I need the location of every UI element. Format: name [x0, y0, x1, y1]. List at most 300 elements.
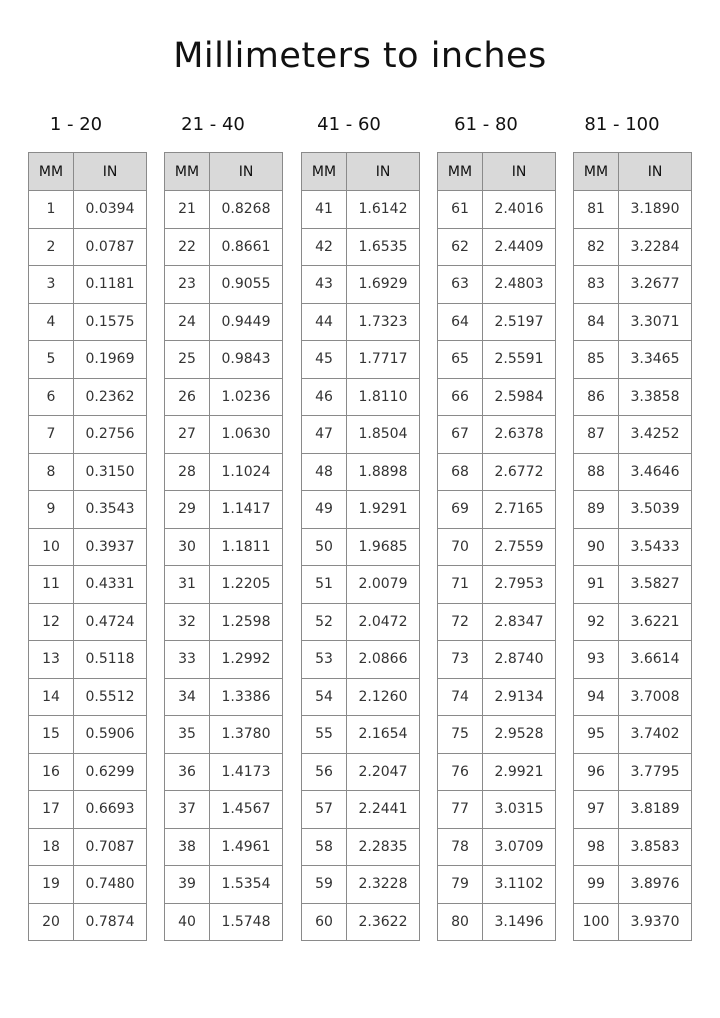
in-cell: 2.9528: [483, 716, 556, 754]
table-row: [29, 791, 147, 829]
table-row: [165, 828, 283, 866]
mm-cell: 10: [29, 528, 74, 566]
mm-cell: 31: [165, 566, 210, 604]
table-row: [438, 266, 556, 304]
mm-cell: 84: [574, 303, 619, 341]
in-cell: 0.6693: [74, 791, 147, 829]
table-row: [438, 378, 556, 416]
in-cell: 0.9449: [210, 303, 283, 341]
in-cell: 2.4409: [483, 228, 556, 266]
table-row: [438, 716, 556, 754]
mm-cell: 80: [438, 903, 483, 941]
in-cell: 2.1260: [347, 678, 420, 716]
in-header: IN: [619, 153, 692, 191]
table-row: [438, 453, 556, 491]
mm-cell: 95: [574, 716, 619, 754]
in-cell: 0.2362: [74, 378, 147, 416]
table-row: [574, 603, 692, 641]
mm-cell: 35: [165, 716, 210, 754]
table-row: [302, 791, 420, 829]
in-cell: 2.6378: [483, 416, 556, 454]
in-cell: 0.7874: [74, 903, 147, 941]
mm-cell: 11: [29, 566, 74, 604]
in-cell: 3.8189: [619, 791, 692, 829]
in-cell: 0.3150: [74, 453, 147, 491]
mm-cell: 42: [302, 228, 347, 266]
table-row: [574, 678, 692, 716]
table-row: [165, 303, 283, 341]
table-row: [574, 716, 692, 754]
mm-cell: 57: [302, 791, 347, 829]
table-row: [302, 453, 420, 491]
table-row: [29, 903, 147, 941]
table-row: [165, 603, 283, 641]
table-row: [302, 303, 420, 341]
table-row: [29, 566, 147, 604]
in-cell: 3.9370: [619, 903, 692, 941]
in-cell: 2.3228: [347, 866, 420, 904]
in-cell: 1.1417: [210, 491, 283, 529]
mm-cell: 60: [302, 903, 347, 941]
mm-cell: 34: [165, 678, 210, 716]
table-row: [574, 303, 692, 341]
in-header: IN: [347, 153, 420, 191]
table-row: [302, 341, 420, 379]
mm-cell: 81: [574, 191, 619, 229]
table-row: [574, 566, 692, 604]
mm-cell: 15: [29, 716, 74, 754]
mm-cell: 36: [165, 753, 210, 791]
table-row: [165, 641, 283, 679]
table-row: [29, 716, 147, 754]
mm-cell: 62: [438, 228, 483, 266]
in-cell: 1.0630: [210, 416, 283, 454]
table-row: [574, 903, 692, 941]
mm-cell: 87: [574, 416, 619, 454]
mm-cell: 93: [574, 641, 619, 679]
in-cell: 1.2205: [210, 566, 283, 604]
table-row: [29, 303, 147, 341]
in-cell: 1.3780: [210, 716, 283, 754]
mm-cell: 75: [438, 716, 483, 754]
in-cell: 0.6299: [74, 753, 147, 791]
table-row: [29, 491, 147, 529]
table-row: [29, 528, 147, 566]
mm-cell: 19: [29, 866, 74, 904]
table-row: [302, 378, 420, 416]
mm-cell: 69: [438, 491, 483, 529]
table-row: [438, 416, 556, 454]
in-cell: 1.4173: [210, 753, 283, 791]
in-cell: 0.1181: [74, 266, 147, 304]
in-cell: 3.0315: [483, 791, 556, 829]
mm-cell: 64: [438, 303, 483, 341]
in-cell: 3.4646: [619, 453, 692, 491]
table-row: [574, 528, 692, 566]
mm-cell: 53: [302, 641, 347, 679]
in-cell: 2.0079: [347, 566, 420, 604]
mm-cell: 4: [29, 303, 74, 341]
in-cell: 0.5118: [74, 641, 147, 679]
mm-cell: 6: [29, 378, 74, 416]
table-row: [165, 903, 283, 941]
in-cell: 2.6772: [483, 453, 556, 491]
table-row: [165, 866, 283, 904]
in-cell: 2.4016: [483, 191, 556, 229]
table-row: [29, 378, 147, 416]
table-row: [302, 528, 420, 566]
table-row: [574, 453, 692, 491]
in-cell: 0.7087: [74, 828, 147, 866]
conversion-table: [28, 152, 147, 941]
in-cell: 3.5827: [619, 566, 692, 604]
mm-cell: 70: [438, 528, 483, 566]
in-cell: 0.3937: [74, 528, 147, 566]
mm-cell: 27: [165, 416, 210, 454]
in-cell: 1.4961: [210, 828, 283, 866]
table-row: [29, 641, 147, 679]
mm-cell: 8: [29, 453, 74, 491]
in-cell: 1.0236: [210, 378, 283, 416]
mm-cell: 98: [574, 828, 619, 866]
mm-cell: 67: [438, 416, 483, 454]
in-cell: 0.1969: [74, 341, 147, 379]
table-row: [438, 341, 556, 379]
in-cell: 0.8661: [210, 228, 283, 266]
mm-cell: 39: [165, 866, 210, 904]
in-cell: 0.3543: [74, 491, 147, 529]
group-label: 1 - 20: [49, 114, 103, 135]
table-row: [29, 416, 147, 454]
in-cell: 3.1890: [619, 191, 692, 229]
mm-cell: 89: [574, 491, 619, 529]
in-cell: 1.8504: [347, 416, 420, 454]
mm-cell: 90: [574, 528, 619, 566]
table-row: [29, 453, 147, 491]
mm-cell: 78: [438, 828, 483, 866]
table-row: [302, 903, 420, 941]
mm-cell: 96: [574, 753, 619, 791]
in-cell: 1.5354: [210, 866, 283, 904]
mm-cell: 41: [302, 191, 347, 229]
in-cell: 3.7402: [619, 716, 692, 754]
in-cell: 1.9685: [347, 528, 420, 566]
page-title: Millimeters to inches: [173, 36, 547, 76]
mm-cell: 61: [438, 191, 483, 229]
mm-cell: 77: [438, 791, 483, 829]
mm-cell: 52: [302, 603, 347, 641]
table-row: [438, 191, 556, 229]
in-cell: 1.7323: [347, 303, 420, 341]
table-row: [574, 416, 692, 454]
table-row: [438, 903, 556, 941]
in-cell: 0.4724: [74, 603, 147, 641]
mm-cell: 83: [574, 266, 619, 304]
table-row: [29, 603, 147, 641]
in-cell: 3.8583: [619, 828, 692, 866]
in-cell: 2.2047: [347, 753, 420, 791]
mm-cell: 38: [165, 828, 210, 866]
mm-header: MM: [165, 153, 210, 191]
mm-cell: 20: [29, 903, 74, 941]
mm-cell: 9: [29, 491, 74, 529]
mm-cell: 88: [574, 453, 619, 491]
mm-header: MM: [574, 153, 619, 191]
mm-cell: 71: [438, 566, 483, 604]
mm-cell: 59: [302, 866, 347, 904]
in-cell: 0.9843: [210, 341, 283, 379]
table-row: [438, 641, 556, 679]
mm-cell: 40: [165, 903, 210, 941]
in-cell: 2.0472: [347, 603, 420, 641]
in-cell: 3.6221: [619, 603, 692, 641]
in-cell: 2.0866: [347, 641, 420, 679]
table-row: [302, 678, 420, 716]
in-cell: 3.1496: [483, 903, 556, 941]
in-cell: 0.0394: [74, 191, 147, 229]
table-row: [302, 566, 420, 604]
in-cell: 3.3465: [619, 341, 692, 379]
in-cell: 3.7795: [619, 753, 692, 791]
mm-cell: 32: [165, 603, 210, 641]
table-row: [165, 528, 283, 566]
mm-cell: 63: [438, 266, 483, 304]
mm-cell: 51: [302, 566, 347, 604]
mm-cell: 66: [438, 378, 483, 416]
mm-cell: 16: [29, 753, 74, 791]
conversion-table: [573, 152, 692, 941]
table-row: [438, 603, 556, 641]
table-row: [574, 266, 692, 304]
mm-cell: 33: [165, 641, 210, 679]
in-cell: 2.5984: [483, 378, 556, 416]
table-row: [302, 191, 420, 229]
in-cell: 1.1024: [210, 453, 283, 491]
mm-cell: 29: [165, 491, 210, 529]
mm-cell: 45: [302, 341, 347, 379]
table-row: [302, 228, 420, 266]
mm-cell: 56: [302, 753, 347, 791]
conversion-table: [164, 152, 283, 941]
in-cell: 2.1654: [347, 716, 420, 754]
in-cell: 3.4252: [619, 416, 692, 454]
in-cell: 3.2284: [619, 228, 692, 266]
mm-cell: 46: [302, 378, 347, 416]
mm-cell: 55: [302, 716, 347, 754]
in-cell: 1.5748: [210, 903, 283, 941]
mm-cell: 74: [438, 678, 483, 716]
table-row: [574, 866, 692, 904]
table-row: [29, 678, 147, 716]
table-row: [302, 491, 420, 529]
in-cell: 1.6929: [347, 266, 420, 304]
mm-cell: 94: [574, 678, 619, 716]
table-row: [165, 191, 283, 229]
mm-cell: 18: [29, 828, 74, 866]
table-row: [302, 866, 420, 904]
in-cell: 1.2992: [210, 641, 283, 679]
table-row: [438, 866, 556, 904]
table-row: [302, 641, 420, 679]
mm-cell: 85: [574, 341, 619, 379]
mm-header: MM: [29, 153, 74, 191]
mm-cell: 49: [302, 491, 347, 529]
table-row: [438, 753, 556, 791]
in-cell: 1.2598: [210, 603, 283, 641]
in-cell: 2.7559: [483, 528, 556, 566]
mm-cell: 5: [29, 341, 74, 379]
mm-header: MM: [302, 153, 347, 191]
mm-cell: 21: [165, 191, 210, 229]
mm-cell: 91: [574, 566, 619, 604]
mm-cell: 24: [165, 303, 210, 341]
mm-cell: 79: [438, 866, 483, 904]
in-cell: 2.4803: [483, 266, 556, 304]
in-header: IN: [483, 153, 556, 191]
mm-cell: 58: [302, 828, 347, 866]
in-cell: 2.5197: [483, 303, 556, 341]
in-cell: 3.3858: [619, 378, 692, 416]
conversion-table: [437, 152, 556, 941]
table-row: [29, 341, 147, 379]
in-cell: 3.3071: [619, 303, 692, 341]
conversion-table: [301, 152, 420, 941]
table-row: [438, 228, 556, 266]
table-row: [302, 753, 420, 791]
table-row: [574, 191, 692, 229]
mm-cell: 13: [29, 641, 74, 679]
in-cell: 2.2441: [347, 791, 420, 829]
in-cell: 0.0787: [74, 228, 147, 266]
mm-cell: 22: [165, 228, 210, 266]
table-row: [438, 828, 556, 866]
in-cell: 2.5591: [483, 341, 556, 379]
in-cell: 2.7953: [483, 566, 556, 604]
in-cell: 0.7480: [74, 866, 147, 904]
mm-cell: 43: [302, 266, 347, 304]
mm-cell: 37: [165, 791, 210, 829]
mm-cell: 99: [574, 866, 619, 904]
in-cell: 3.8976: [619, 866, 692, 904]
mm-cell: 100: [574, 903, 619, 941]
in-cell: 1.1811: [210, 528, 283, 566]
table-row: [165, 566, 283, 604]
in-cell: 0.4331: [74, 566, 147, 604]
table-row: [165, 791, 283, 829]
table-row: [29, 228, 147, 266]
mm-cell: 68: [438, 453, 483, 491]
mm-cell: 76: [438, 753, 483, 791]
in-cell: 2.9921: [483, 753, 556, 791]
in-cell: 1.8110: [347, 378, 420, 416]
in-cell: 2.8347: [483, 603, 556, 641]
table-row: [438, 678, 556, 716]
in-header: IN: [74, 153, 147, 191]
mm-cell: 1: [29, 191, 74, 229]
mm-cell: 2: [29, 228, 74, 266]
table-row: [438, 303, 556, 341]
table-row: [302, 716, 420, 754]
table-row: [574, 753, 692, 791]
table-row: [574, 228, 692, 266]
mm-cell: 23: [165, 266, 210, 304]
table-row: [165, 453, 283, 491]
mm-cell: 97: [574, 791, 619, 829]
table-row: [165, 753, 283, 791]
group-label: 21 - 40: [181, 114, 245, 135]
mm-cell: 30: [165, 528, 210, 566]
table-row: [165, 266, 283, 304]
in-cell: 0.9055: [210, 266, 283, 304]
in-cell: 0.8268: [210, 191, 283, 229]
mm-header: MM: [438, 153, 483, 191]
table-row: [29, 866, 147, 904]
mm-cell: 65: [438, 341, 483, 379]
in-cell: 0.5906: [74, 716, 147, 754]
mm-cell: 82: [574, 228, 619, 266]
table-row: [165, 716, 283, 754]
mm-cell: 7: [29, 416, 74, 454]
mm-cell: 28: [165, 453, 210, 491]
table-row: [302, 828, 420, 866]
table-row: [29, 266, 147, 304]
table-row: [165, 678, 283, 716]
in-cell: 2.8740: [483, 641, 556, 679]
table-row: [574, 828, 692, 866]
in-cell: 2.3622: [347, 903, 420, 941]
table-row: [438, 791, 556, 829]
in-cell: 2.2835: [347, 828, 420, 866]
table-row: [302, 603, 420, 641]
mm-cell: 47: [302, 416, 347, 454]
in-cell: 0.5512: [74, 678, 147, 716]
in-cell: 0.2756: [74, 416, 147, 454]
in-cell: 3.2677: [619, 266, 692, 304]
mm-cell: 73: [438, 641, 483, 679]
in-cell: 3.1102: [483, 866, 556, 904]
table-row: [29, 828, 147, 866]
table-row: [302, 416, 420, 454]
mm-cell: 17: [29, 791, 74, 829]
table-row: [29, 753, 147, 791]
table-row: [438, 491, 556, 529]
mm-cell: 25: [165, 341, 210, 379]
mm-cell: 86: [574, 378, 619, 416]
in-cell: 1.6142: [347, 191, 420, 229]
in-cell: 1.8898: [347, 453, 420, 491]
group-label: 61 - 80: [454, 114, 518, 135]
table-row: [165, 491, 283, 529]
mm-cell: 12: [29, 603, 74, 641]
table-row: [302, 266, 420, 304]
mm-cell: 26: [165, 378, 210, 416]
table-row: [574, 641, 692, 679]
mm-cell: 3: [29, 266, 74, 304]
in-cell: 3.5433: [619, 528, 692, 566]
table-row: [165, 341, 283, 379]
group-label: 81 - 100: [584, 114, 660, 135]
in-cell: 3.0709: [483, 828, 556, 866]
table-row: [165, 228, 283, 266]
in-cell: 3.7008: [619, 678, 692, 716]
in-cell: 3.5039: [619, 491, 692, 529]
in-cell: 2.7165: [483, 491, 556, 529]
table-row: [29, 191, 147, 229]
in-cell: 1.7717: [347, 341, 420, 379]
in-cell: 0.1575: [74, 303, 147, 341]
in-cell: 1.3386: [210, 678, 283, 716]
mm-cell: 54: [302, 678, 347, 716]
